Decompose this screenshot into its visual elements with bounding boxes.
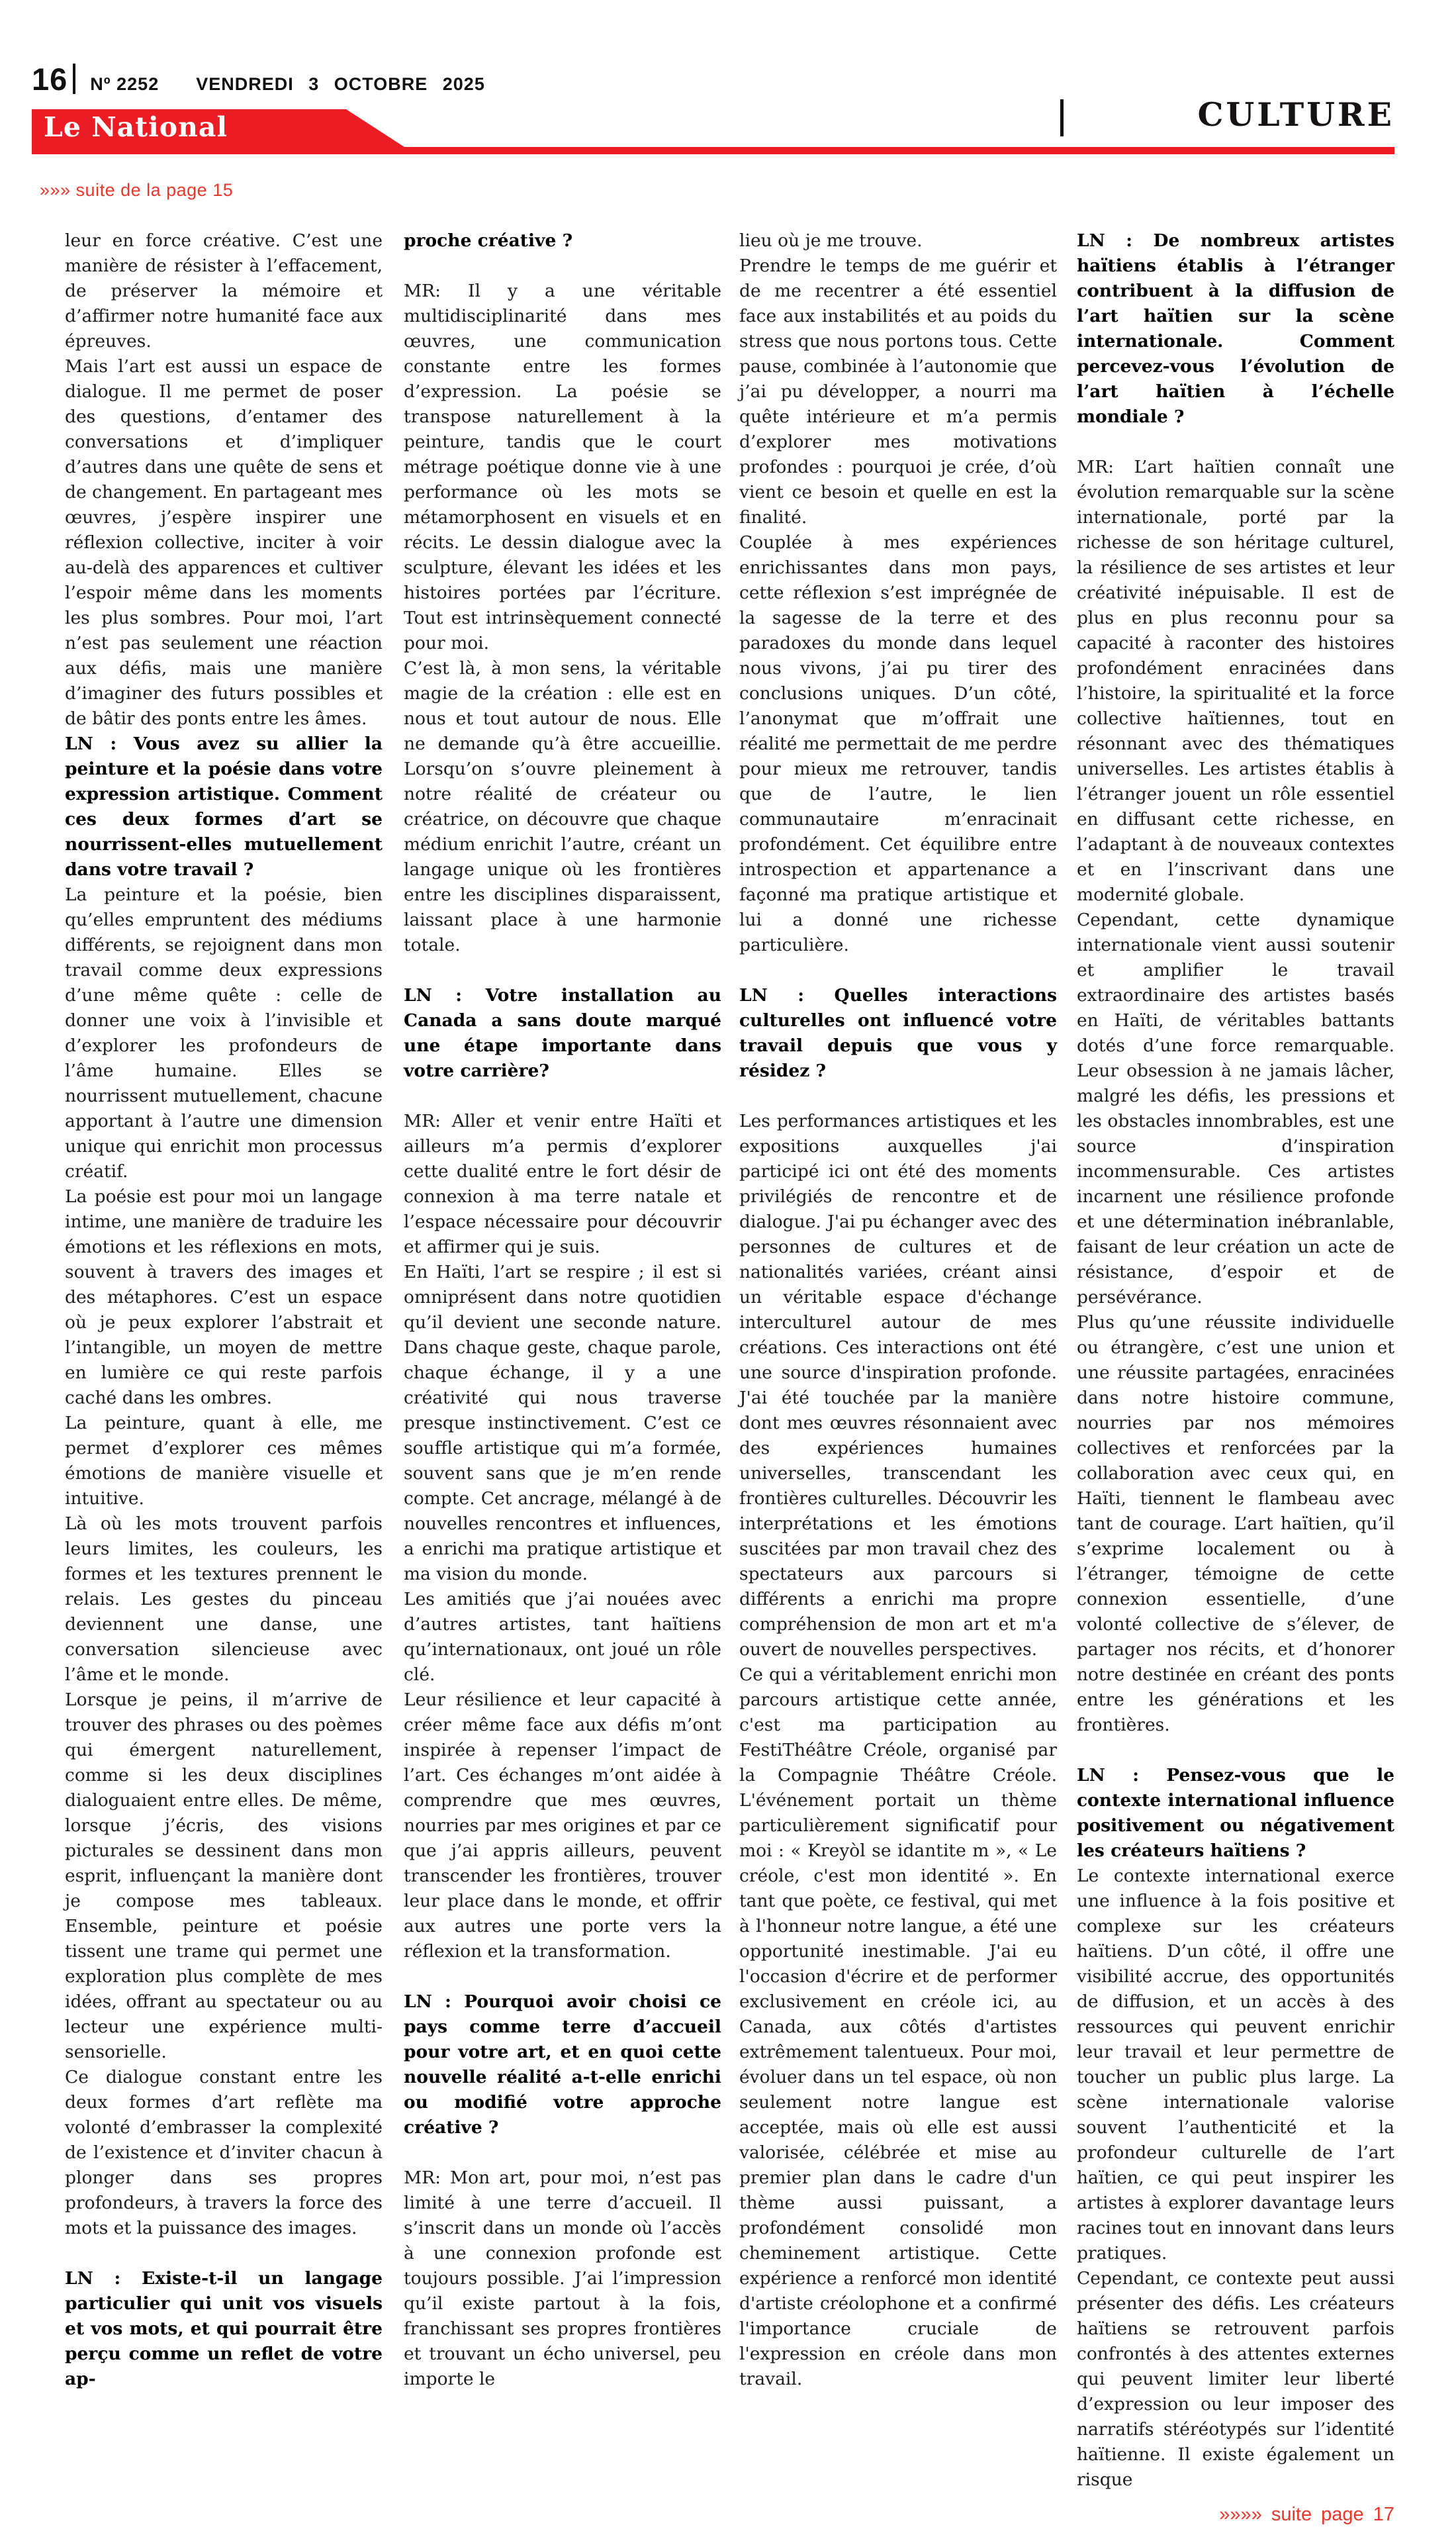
interview-question: proche créative ? [404,230,573,251]
article-paragraph: C’est là, à mon sens, la véritable magie de la création : elle est en nous et tout autour de nous. Elle ne demande qu’à être accueillie. Lorsqu’on s’ouvre pleinement à notre réalité de créateur ou créatrice, on découvre que chaque médium enrichit l’autre, créant un langage unique où les frontières entre les disciplines disparaissent, laissant place à une harmonie totale. [404,658,721,955]
article-column-3 [739,228,1057,2392]
article-paragraph: Le contexte international exerce une influence à la fois positive et complexe sur les créateurs haïtiens. D’un côté, il offre une visibilité accrue, des opportunités de diffusion, et un accès à des ressources qui peuvent enrichir leur travail et leur permettre de toucher un public plus large. La scène internationale valorise souvent l’authenticité et la profondeur culturelle de l’art haïtien, ce qui peut inspirer les artistes à explorer davantage leurs racines tout en innovant dans leurs pratiques. [1077,1866,1394,2264]
article-paragraph: lieu où je me trouve. [739,230,923,251]
interview-question: LN : Votre installation au Canada a sans doute marqué une étape importante dans votre carrière? [404,985,721,1081]
article-paragraph: Les amitiés que j’ai nouées avec d’autres artistes, tant haïtiens qu’internationaux, ont joué un rôle clé. [404,1589,721,1685]
article-column-4 [1077,228,1394,2527]
interview-question: LN : Existe-t-il un langage particulier qui unit vos visuels et vos mots, et qui pourrait être perçu comme un reflet de votre ap- [65,2268,383,2389]
continuation-from-link[interactable]: »»» suite de la page 15 [40,180,234,200]
section-title: CULTURE [1197,95,1394,134]
divider-bar [73,64,75,94]
article-paragraph: Lorsque je peins, il m’arrive de trouver des phrases ou des poèmes qui émergent naturellement, comme si les deux disciplines dialoguaient entre elles. De même, lorsque j’écris, des visions picturales se dessinent dans mon esprit, influençant la manière dont je compose mes tableaux. Ensemble, peinture et poésie tissent une trame qui permet une exploration plus complète de mes idées, offrant au spectateur ou au lecteur une expérience multi-sensorielle. [65,1690,383,2062]
article-paragraph: Ce dialogue constant entre les deux formes d’art reflète ma volonté d’embrasser la complexité de l’existence et d’inviter chacun à plonger dans ses propres profondeurs, à travers la force des mots et la puissance des images. [65,2067,383,2238]
newspaper-name: Le National [44,111,228,143]
article-paragraph: MR: L’art haïtien connaît une évolution remarquable sur la scène internationale, porté par la richesse de son héritage culturel, la résilience de ses artistes et leur créativité inépuisable. Il est de plus en plus reconnu pour sa capacité à raconter des histoires profondément enracinées dans l’histoire, la spiritualité et la force collective haïtiennes, tout en résonnant avec des thématiques universelles. Les artistes établis à l’étranger jouent un rôle essentiel en diffusant cette richesse, en l’adaptant à de nouveaux contextes et en l’inscrivant dans une modernité globale. [1077,457,1394,905]
page-number: 16 [32,62,68,97]
article-column-1 [65,228,383,2392]
article-paragraph: Les performances artistiques et les expositions auxquelles j'ai participé ici ont été des moments privilégiés de rencontre et de dialogue. J'ai pu échanger avec des personnes de cultures et de nationalités variées, créant ainsi un véritable espace d'échange interculturel autour de mes créations. Ces interactions ont été une source d'inspiration profonde. J'ai été touchée par la manière dont mes œuvres résonnaient avec des expériences humaines universelles, transcendant les frontières culturelles. Découvrir les interprétations et les émotions suscitées par mon travail chez des spectateurs aux parcours si différents a enrichi ma propre compréhension de mon art et m'a ouvert de nouvelles perspectives. [739,1111,1057,1660]
article-paragraph: Plus qu’une réussite individuelle ou étrangère, c’est une union et une réussite partagées, enracinées dans notre histoire commune, nourries par nos mémoires collectives et renforcées par la collaboration avec ceux qui, en Haïti, tiennent le flambeau avec tant de courage. L’art haïtien, qu’il s’exprime localement ou à l’étranger, témoigne de cette connexion essentielle, d’une volonté collective de s’élever, de partager nos récits, et d’honorer notre destinée en créant des ponts entre les générations et les frontières. [1077,1312,1394,1735]
interview-question: LN : Vous avez su allier la peinture et la poésie dans votre expression artistique. Comment ces deux formes d’art se nourrissent-elles mutuellement dans votre travail ? [65,734,383,880]
article-paragraph: Prendre le temps de me guérir et de me recentrer a été essentiel face aux instabilités et au poids du stress que nous portons tous. Cette pause, combinée à l’autonomie que j’ai pu développer, a nourri ma quête intérieure et m’a permis d’explorer mes motivations profondes : pourquoi je crée, d’où vient ce besoin et quelle en est la finalité. [739,256,1057,528]
article-column-2 [404,228,721,2392]
article-paragraph: MR: Il y a une véritable multidisciplinarité dans mes œuvres, une communication constante entre les formes d’expression. La poésie se transpose naturellement à la peinture, tandis que le court métrage poétique donne vie à une performance où les mots se métamorphosent en visuels et en récits. Le dessin dialogue avec la sculpture, élevant les idées et les histoires portées par l’écriture. Tout est intrinsèquement connecté pour moi. [404,281,721,653]
article-paragraph: MR: Aller et venir entre Haïti et ailleurs m’a permis d’explorer cette dualité entre le fort désir de connexion à ma terre natale et l’espace nécessaire pour découvrir et affirmer qui je suis. [404,1111,721,1257]
article-paragraph: Cependant, cette dynamique internationale vient aussi soutenir et amplifier le travail extraordinaire des artistes basés en Haïti, de véritables battants dotés d’une force remarquable. Leur obsession à ne jamais lâcher, malgré les défis, les pressions et les obstacles innombrables, est une source d’inspiration incommensurable. Ces artistes incarnent une résilience profonde et une détermination inébranlable, faisant de leur création un acte de résistance, d’espoir et de persévérance. [1077,910,1394,1308]
article-paragraph: Mais l’art est aussi un espace de dialogue. Il me permet de poser des questions, d’entamer des conversations et d’impliquer d’autres dans une quête de sens et de changement. En partageant mes œuvres, j’espère inspirer une réflexion collective, inciter à voir au-delà des apparences et cultiver l’espoir même dans les moments les plus sombres. Pour moi, l’art n’est pas seulement une réaction aux défis, mais une manière d’imaginer des futurs possibles et de bâtir des ponts entre les âmes. [65,356,383,729]
interview-question: LN : Pourquoi avoir choisi ce pays comme terre d’accueil pour votre art, et en quoi cette nouvelle réalité a-t-elle enrichi ou modifié votre approche créative ? [404,1991,721,2138]
article-paragraph: Ce qui a véritablement enrichi mon parcours artistique cette année, c'est ma participation au FestiThéâtre Créole, organisé par la Compagnie Théâtre Créole. L'événement portait un thème particulièrement significatif pour moi : « Kreyòl se idantite m », « Le créole, c'est mon identité ». En tant que poète, ce festival, qui met à l'honneur notre langue, a été une opportunité inestimable. J'ai eu l'occasion d'écrire et de performer exclusivement en créole ici, au Canada, aux côtés d'artistes extrêmement talentueux. Pour moi, évoluer dans un tel espace, où non seulement notre langue est acceptée, mais où elle est aussi valorisée, célébrée et mise au premier plan dans le cadre d'un thème aussi puissant, a profondément consolidé mon cheminement artistique. Cette expérience a renforcé mon identité d'artiste créolophone et a confirmé l'importance cruciale de l'expression en créole dans mon travail. [739,1664,1057,2389]
article-paragraph: leur en force créative. C’est une manière de résister à l’effacement, de préserver la mémoire et d’affirmer notre humanité face aux épreuves. [65,230,383,352]
interview-question: LN : Pensez-vous que le contexte international influence positivement ou négativement les créateurs haïtiens ? [1077,1765,1394,1861]
article-paragraph: Leur résilience et leur capacité à créer même face aux défis m’ont inspirée à repenser l’impact de l’art. Ces échanges m’ont aidée à comprendre que mes œuvres, nourries par mes origines et par ce que j’ai appris ailleurs, peuvent transcender les frontières, trouver leur place dans le monde, et offrir aux autres une porte vers la réflexion et la transformation. [404,1690,721,1962]
masthead-row [32,61,485,97]
edition-date: VENDREDI 3 OCTOBRE 2025 [196,74,485,94]
article-paragraph: La peinture, quant à elle, me permet d’explorer ces mêmes émotions de manière visuelle et intuitive. [65,1413,383,1509]
article-paragraph: Couplée à mes expériences enrichissantes dans mon pays, cette réflexion s’est imprégnée de la sagesse de la terre et des paradoxes du monde dans lequel nous vivons, j’ai pu tirer des conclusions uniques. D’un côté, l’anonymat que m’offrait une réalité me permettait de me perdre pour mieux me retrouver, tandis que de l’autre, le lien communautaire m’enracinait profondément. Cet équilibre entre introspection et appartenance a façonné ma pratique artistique et lui a donné une richesse particulière. [739,532,1057,955]
interview-question: LN : Quelles interactions culturelles ont influencé votre travail depuis que vous y résidez ? [739,985,1057,1081]
interview-question: LN : De nombreux artistes haïtiens établis à l’étranger contribuent à la diffusion de l’art haïtien sur la scène internationale. Comment percevez-vous l’évolution de l’art haïtien à l’échelle mondiale ? [1077,230,1394,427]
article-paragraph: Cependant, ce contexte peut aussi présenter des défis. Les créateurs haïtiens se retrouvent parfois confrontés à des attentes externes qui peuvent limiter leur liberté d’expression ou leur imposer des narratifs stéréotypés sur l’identité haïtienne. Il existe également un risque [1077,2268,1394,2490]
article-paragraph: MR: Mon art, pour moi, n’est pas limité à une terre d’accueil. Il s’inscrit dans un monde où l’accès à une connexion profonde est toujours possible. J’ai l’impression qu’il existe partout à la fois, franchissant ses propres frontières et trouvant un écho universel, peu importe le [404,2168,721,2389]
section-divider-bar [1060,99,1064,136]
continuation-next-link[interactable]: »»»» suite page 17 [1219,2504,1394,2525]
masthead-banner [32,109,1394,154]
article-paragraph: La poésie est pour moi un langage intime, une manière de traduire les émotions et les réflexions en mots, souvent à travers des images et des métaphores. C’est un espace où je peux explorer l’abstrait et l’intangible, un moyen de mettre en lumière ce qui reste parfois caché dans les ombres. [65,1186,383,1408]
issue-number: Nº 2252 [90,74,159,94]
article-paragraph: Là où les mots trouvent parfois leurs limites, les couleurs, les formes et les textures prennent le relais. Les gestes du pinceau deviennent une danse, une conversation silencieuse avec l’âme et le monde. [65,1513,383,1685]
article-paragraph: La peinture et la poésie, bien qu’elles empruntent des médiums différents, se rejoignent dans mon travail comme deux expressions d’une même quête : celle de donner une voix à l’invisible et d’explorer les profondeurs de l’âme humaine. Elles se nourrissent mutuellement, chacune apportant à l’autre une dimension unique qui enrichit mon processus créatif. [65,884,383,1182]
article-paragraph: En Haïti, l’art se respire ; il est si omniprésent dans notre quotidien qu’il devient une seconde nature. Dans chaque geste, chaque parole, chaque échange, il y a une créativité qui nous traverse presque instinctivement. C’est ce souffle artistique qui m’a formée, souvent sans que je m’en rende compte. Cet ancrage, mélangé à de nouvelles rencontres et influences, a enrichi ma pratique artistique et ma vision du monde. [404,1262,721,1584]
